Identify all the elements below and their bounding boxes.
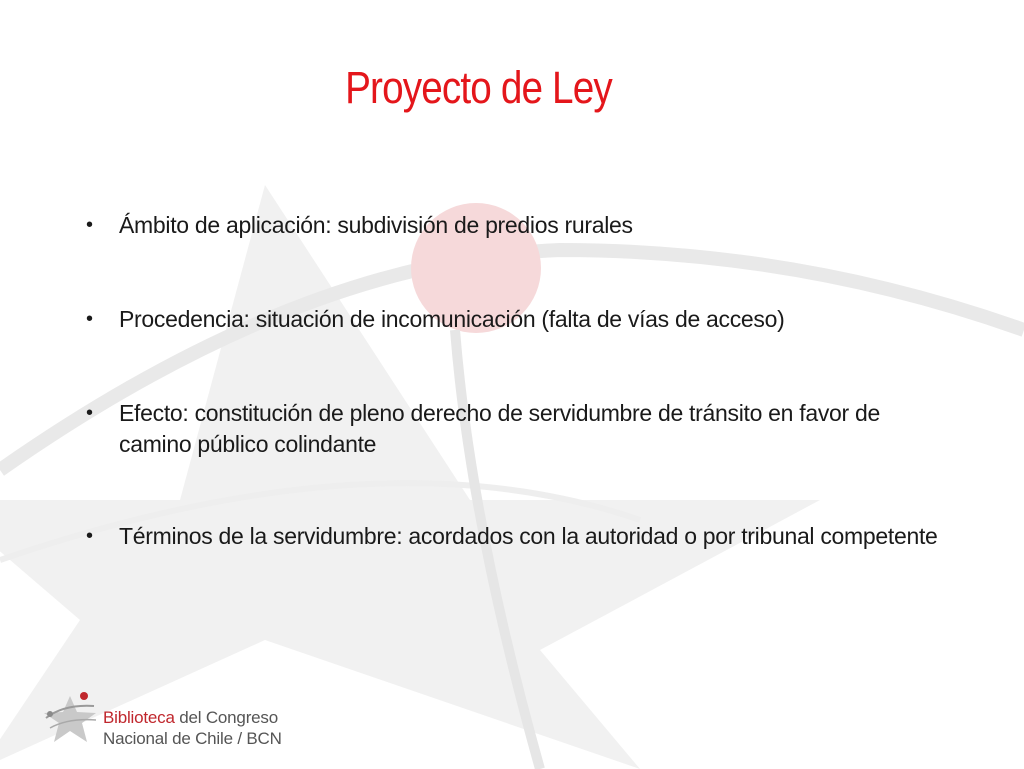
slide-title: Proyecto de Ley (345, 62, 612, 113)
logo-line-2: Nacional de Chile / BCN (103, 729, 282, 748)
logo-line-1: Biblioteca del Congreso (103, 708, 278, 727)
bullet-item: • Procedencia: situación de incomunicación (falta de vías de acceso) (86, 304, 784, 335)
bullet-item: • Efecto: constitución de pleno derecho de servidumbre de tránsito en favor de camino público colindante (86, 398, 946, 460)
bullet-item: • Ámbito de aplicación: subdivisión de predios rurales (86, 210, 633, 241)
bullet-item: • Términos de la servidumbre: acordados con la autoridad o por tribunal competente (86, 521, 938, 552)
bcn-logo-text (103, 707, 282, 749)
